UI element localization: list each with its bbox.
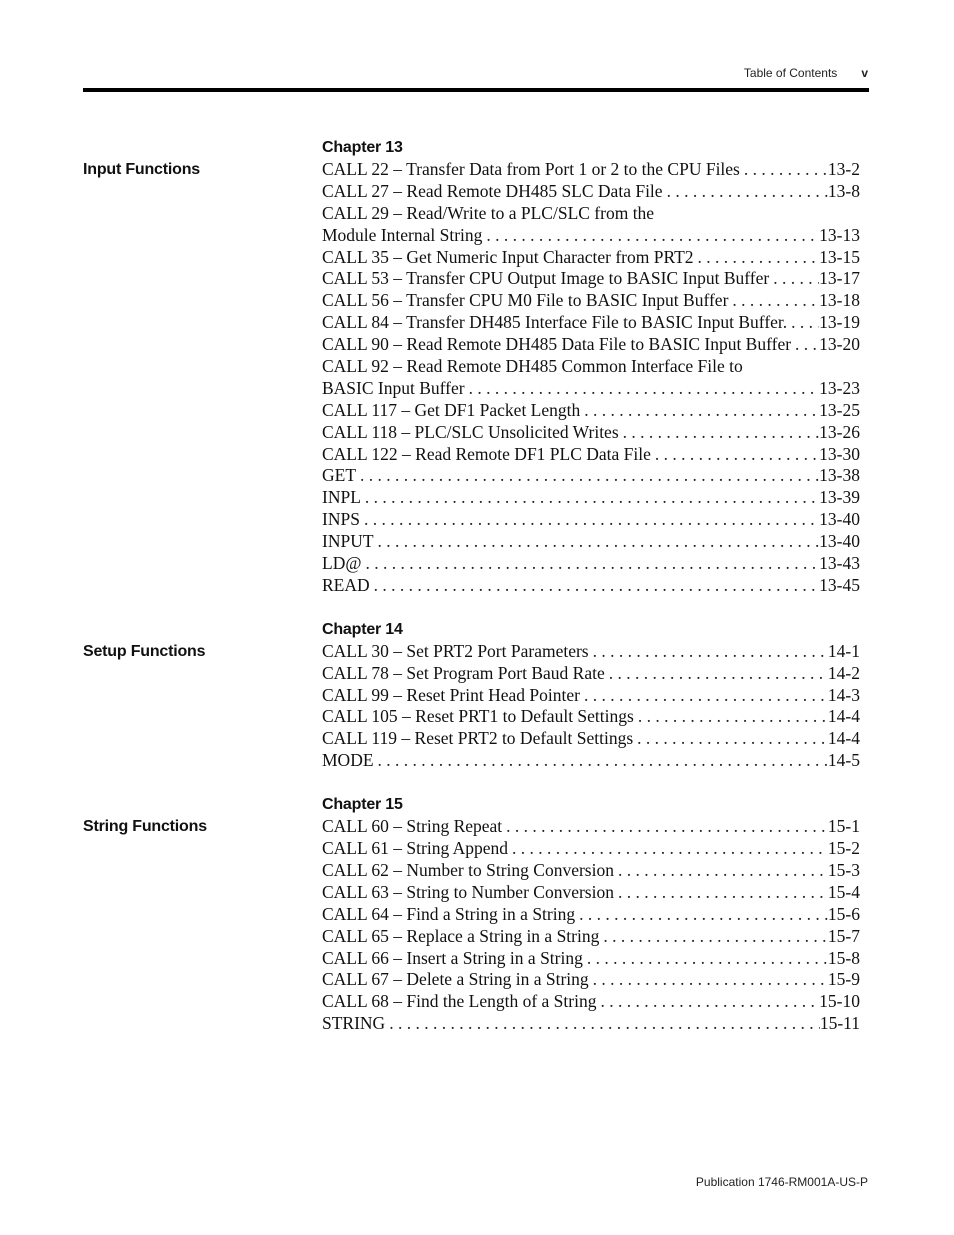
toc-entry-title: CALL 29 – Read/Write to a PLC/SLC from the [322, 202, 655, 223]
toc-entry-title: CALL 53 – Transfer CPU Output Image to BASIC Input Buffer [322, 268, 770, 289]
toc-entry-page: 15-11 [819, 1013, 860, 1034]
toc-entry[interactable] [322, 181, 860, 203]
dot-leader [583, 948, 828, 970]
toc-entry[interactable] [322, 356, 860, 378]
toc-entry[interactable] [322, 290, 860, 312]
toc-entry-page: 13-23 [819, 377, 860, 398]
toc-entry-page: 15-7 [827, 925, 860, 946]
toc-entry-page: 15-1 [827, 816, 860, 837]
toc-entry[interactable] [322, 268, 860, 290]
toc-entry[interactable] [322, 575, 860, 597]
toc-entry-page: 13-25 [819, 399, 860, 420]
toc-entry-page: 13-15 [819, 246, 860, 267]
toc-entry[interactable] [322, 444, 860, 466]
dot-leader [634, 706, 828, 728]
dot-leader [599, 926, 828, 948]
toc-entry-title: CALL 63 – String to Number Conversion [322, 881, 614, 902]
dot-leader [465, 378, 820, 400]
toc-entry-page: 14-4 [827, 706, 860, 727]
dot-leader [374, 531, 820, 553]
header-rule [83, 88, 869, 92]
toc-entry-title: CALL 117 – Get DF1 Packet Length [322, 399, 581, 420]
toc-entry-title: GET [322, 465, 357, 486]
dot-leader [589, 969, 828, 991]
toc-entry-page: 14-1 [827, 640, 860, 661]
toc-entry[interactable] [322, 860, 860, 882]
toc-entry[interactable] [322, 247, 860, 269]
toc-entry[interactable] [322, 400, 860, 422]
toc-entry-title: CALL 99 – Reset Print Head Pointer [322, 684, 580, 705]
dot-leader [361, 553, 819, 575]
toc-entry-page: 15-4 [827, 881, 860, 902]
toc-entry-page: 13-2 [827, 159, 860, 179]
toc-entry-title: CALL 84 – Transfer DH485 Interface File to BASIC Input Buffer. [322, 312, 788, 333]
toc-entry-title: CALL 65 – Replace a String in a String [322, 925, 600, 946]
toc-entry[interactable] [322, 882, 860, 904]
toc-entry-page: 13-43 [819, 553, 860, 574]
dot-leader [589, 641, 828, 663]
toc-entry[interactable] [322, 553, 860, 575]
toc-entry[interactable] [322, 203, 860, 225]
section-title: Setup Functions [83, 642, 206, 660]
toc-entry[interactable] [322, 991, 860, 1013]
dot-leader [614, 882, 828, 904]
running-header-title: Table of Contents [743, 66, 838, 80]
dot-leader [575, 904, 828, 926]
toc-entry-page: 15-2 [827, 838, 860, 859]
toc-entry-page: 13-18 [819, 290, 860, 311]
section-title: Input Functions [83, 161, 200, 178]
toc-entry-page: 15-8 [827, 947, 860, 968]
toc-entry-title: READ [322, 574, 370, 595]
toc-entry-title: CALL 119 – Reset PRT2 to Default Settings [322, 728, 634, 749]
dot-leader [651, 444, 819, 466]
chapter-label: Chapter 15 [322, 796, 403, 814]
toc-entry[interactable] [322, 641, 860, 663]
dot-leader [740, 159, 828, 181]
toc-section [83, 618, 863, 772]
section-title: String Functions [83, 818, 207, 836]
toc-entry-title: CALL 90 – Read Remote DH485 Data File to BASIC Input Buffer [322, 334, 792, 355]
toc-entry[interactable] [322, 685, 860, 707]
toc-entry[interactable] [322, 531, 860, 553]
chapter-label: Chapter 14 [322, 620, 403, 638]
toc-entry[interactable] [322, 422, 860, 444]
chapter-label: Chapter 13 [322, 139, 403, 156]
toc-entry-list [322, 641, 860, 772]
toc-entry[interactable] [322, 334, 860, 356]
toc-entry[interactable] [322, 225, 860, 247]
dot-leader [502, 816, 828, 838]
dot-leader [728, 290, 819, 312]
dot-leader [787, 312, 819, 334]
footer-publication: Publication 1746-RM001A-US-P [695, 1175, 868, 1189]
toc-entry[interactable] [322, 312, 860, 334]
toc-entry-title: STRING [322, 1013, 386, 1034]
toc-entry-title: CALL 60 – String Repeat [322, 816, 503, 837]
toc-entry-title: CALL 66 – Insert a String in a String [322, 947, 583, 968]
toc-entry-title: INPUT [322, 531, 374, 552]
toc-entry-title: CALL 67 – Delete a String in a String [322, 969, 589, 990]
toc-entry-title: INPL [322, 487, 361, 508]
toc-entry-page: 14-4 [827, 728, 860, 749]
toc-entry[interactable] [322, 728, 860, 750]
running-header [744, 66, 868, 80]
toc-entry-title: CALL 105 – Reset PRT1 to Default Settings [322, 706, 634, 727]
dot-leader [791, 334, 819, 356]
toc-entry-page: 15-6 [827, 903, 860, 924]
toc-entry[interactable] [322, 378, 860, 400]
toc-entry[interactable] [322, 487, 860, 509]
toc-entry-page: 13-45 [819, 574, 860, 595]
dot-leader [356, 465, 819, 487]
toc-entry-page: 13-20 [819, 334, 860, 355]
toc-entry-title: CALL 56 – Transfer CPU M0 File to BASIC Input Buffer [322, 290, 729, 311]
toc-entry[interactable] [322, 838, 860, 860]
toc-entry-title: CALL 27 – Read Remote DH485 SLC Data File [322, 180, 663, 201]
toc-entry-page: 13-40 [819, 509, 860, 530]
toc-entry-title: BASIC Input Buffer [322, 377, 465, 398]
toc-entry-title: CALL 118 – PLC/SLC Unsolicited Writes [322, 421, 619, 442]
dot-leader [580, 685, 828, 707]
toc-entry-title: CALL 30 – Set PRT2 Port Parameters [322, 640, 589, 661]
dot-leader [633, 728, 828, 750]
toc-entry-page: 13-26 [819, 421, 860, 442]
toc-entry-page: 14-2 [827, 662, 860, 683]
toc-entry[interactable] [322, 706, 860, 728]
toc-entry-title: CALL 61 – String Append [322, 838, 509, 859]
toc-entry-page: 13-30 [819, 443, 860, 464]
dot-leader [619, 422, 820, 444]
toc-entry-page: 13-17 [819, 268, 860, 289]
toc-entry-title: CALL 122 – Read Remote DF1 PLC Data File [322, 443, 651, 464]
toc-entry-list [322, 816, 860, 1035]
toc-entry-title: LD@ [322, 553, 362, 574]
toc-entry-page: 15-3 [827, 859, 860, 880]
dot-leader [482, 225, 819, 247]
toc-entry-page: 13-39 [819, 487, 860, 508]
toc-entry-title: CALL 92 – Read Remote DH485 Common Interface File to [322, 356, 743, 377]
toc-section [83, 793, 863, 1035]
dot-leader [663, 181, 828, 203]
toc-entry-title: MODE [322, 750, 374, 771]
toc-entry-title: INPS [322, 509, 360, 530]
toc-entry[interactable] [322, 465, 860, 487]
dot-leader [694, 247, 820, 269]
dot-leader [361, 487, 819, 509]
toc-entry-title: CALL 62 – Number to String Conversion [322, 859, 614, 880]
dot-leader [769, 268, 819, 290]
toc-entry-page: 13-19 [819, 312, 860, 333]
toc-entry-title: CALL 64 – Find a String in a String [322, 903, 576, 924]
toc-entry-page: 13-13 [819, 224, 860, 245]
toc-entry-title: CALL 78 – Set Program Port Baud Rate [322, 662, 605, 683]
toc-entry-title: CALL 22 – Transfer Data from Port 1 or 2 to the CPU Files [322, 159, 740, 179]
toc-entry-page: 15-10 [819, 991, 860, 1012]
toc-entry[interactable] [322, 904, 860, 926]
dot-leader [374, 750, 828, 772]
toc-entry-title: CALL 35 – Get Numeric Input Character from PRT2 [322, 246, 694, 267]
toc-entry-page: 13-38 [819, 465, 860, 486]
table-of-contents [83, 136, 863, 1056]
toc-entry[interactable] [322, 750, 860, 772]
toc-entry[interactable] [322, 969, 860, 991]
dot-leader [370, 575, 820, 597]
toc-entry-title: CALL 68 – Find the Length of a String [322, 991, 597, 1012]
toc-entry-list [322, 159, 860, 597]
toc-entry-page: 14-3 [827, 684, 860, 705]
toc-entry-page: 13-8 [827, 180, 860, 201]
toc-entry[interactable] [322, 948, 860, 970]
dot-leader [605, 663, 828, 685]
toc-entry-page: 14-5 [827, 750, 860, 771]
toc-entry-page: 15-9 [827, 969, 860, 990]
page-number: v [861, 66, 868, 80]
toc-entry-page: 13-40 [819, 531, 860, 552]
toc-entry[interactable] [322, 816, 860, 838]
dot-leader [614, 860, 828, 882]
toc-section [83, 136, 863, 597]
toc-entry[interactable] [322, 509, 860, 531]
toc-entry[interactable] [322, 1013, 860, 1035]
toc-entry[interactable] [322, 926, 860, 948]
dot-leader [508, 838, 828, 860]
dot-leader [580, 400, 819, 422]
toc-entry[interactable] [322, 663, 860, 685]
toc-entry[interactable] [322, 159, 860, 181]
toc-entry-title: Module Internal String [322, 224, 483, 245]
dot-leader [596, 991, 819, 1013]
dot-leader [360, 509, 819, 531]
dot-leader [385, 1013, 820, 1035]
